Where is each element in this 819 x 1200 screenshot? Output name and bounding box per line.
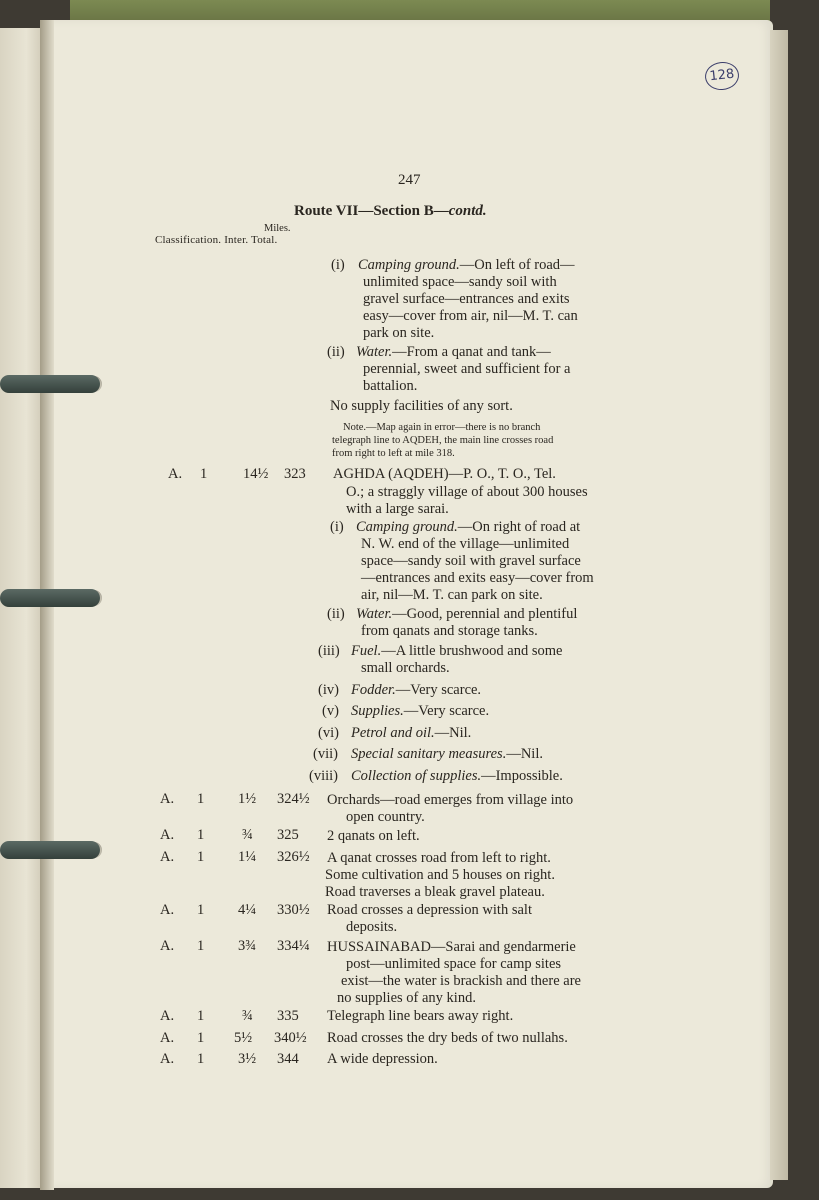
inter-miles: 3¾ [238, 938, 257, 954]
entry-text: Water.—From a qanat and tank— [356, 344, 551, 360]
column-header: Classification. Inter. Total. [155, 234, 278, 246]
classification-number: 1 [197, 1051, 205, 1067]
total-miles: 323 [284, 466, 306, 482]
classification-number: 1 [197, 1008, 205, 1024]
entry-text: Collection of supplies.—Impossible. [351, 768, 563, 784]
entry-label: Camping ground. [356, 519, 458, 535]
entry-text: with a large sarai. [346, 501, 449, 517]
entry-text: easy—cover from air, nil—M. T. can [363, 308, 578, 324]
entry-text: deposits. [346, 919, 398, 935]
entry-text: Some cultivation and 5 houses on right. [325, 867, 555, 883]
inter-miles: ¾ [242, 827, 253, 843]
entry-text: 2 qanats on left. [327, 828, 420, 844]
binding-string [0, 375, 100, 393]
entry-text: Petrol and oil.—Nil. [351, 725, 472, 741]
entry-label: Water. [356, 344, 393, 360]
classification: A. [160, 938, 175, 954]
page-stack-edge [770, 30, 788, 1180]
entry-number: (viii) [309, 768, 338, 784]
entry-number: (ii) [327, 344, 345, 360]
entry-text: O.; a straggly village of about 300 houses [346, 484, 588, 500]
page-title [294, 203, 487, 220]
entry-label: Petrol and oil. [351, 725, 435, 741]
entry-text: from qanats and storage tanks. [361, 623, 538, 639]
classification-number: 1 [197, 827, 205, 843]
total-miles: 344 [277, 1051, 299, 1067]
entry-text: Special sanitary measures.—Nil. [351, 746, 543, 762]
total-miles: 335 [277, 1008, 299, 1024]
inter-miles: 14½ [243, 466, 269, 482]
entry-text: exist—the water is brackish and there are [341, 973, 581, 989]
entry-label: Water. [356, 606, 393, 622]
entry-number: (vi) [318, 725, 339, 741]
inter-miles: 3½ [238, 1051, 257, 1067]
inter-miles: 1¼ [238, 849, 257, 865]
classification: A. [160, 827, 175, 843]
folio-stamp: 128 [704, 60, 741, 91]
binding-string [0, 589, 100, 607]
inter-miles: 1½ [238, 791, 257, 807]
total-miles: 340½ [274, 1030, 307, 1046]
title-contd: contd. [448, 203, 487, 219]
entry-text: Camping ground.—On right of road at [356, 519, 581, 535]
entry-number: (iii) [318, 643, 340, 659]
book-cover-edge [70, 0, 770, 22]
entry-text: small orchards. [361, 660, 450, 676]
page-number: 247 [398, 172, 421, 188]
classification: A. [160, 1030, 175, 1046]
no-supply-text: No supply facilities of any sort. [330, 398, 513, 414]
entry-text: Fuel.—A little brushwood and some [351, 643, 563, 659]
entry-text: —entrances and exits easy—cover from [361, 570, 594, 586]
classification: A. [160, 1051, 175, 1067]
classification: A. [160, 902, 175, 918]
entry-text: A wide depression. [327, 1051, 438, 1067]
entry-label: Supplies. [351, 703, 404, 719]
inter-miles: 5½ [234, 1030, 253, 1046]
entry-text: Road traverses a bleak gravel plateau. [325, 884, 545, 900]
entry-text: post—unlimited space for camp sites [346, 956, 562, 972]
entry-text: Telegraph line bears away right. [327, 1008, 514, 1024]
entry-number: (i) [331, 257, 345, 273]
entry-text: N. W. end of the village—unlimited [361, 536, 570, 552]
entry-number: (i) [330, 519, 344, 535]
entry-label: Camping ground. [358, 257, 460, 273]
entry-text: Water.—Good, perennial and plentiful [356, 606, 578, 622]
entry-label: Fodder. [351, 682, 396, 698]
classification-number: 1 [197, 791, 205, 807]
entry-text: Fodder.—Very scarce. [351, 682, 482, 698]
entry-text: AGHDA (AQDEH)—P. O., T. O., Tel. [333, 466, 556, 482]
entry-text: battalion. [363, 378, 418, 394]
left-page-edge [0, 28, 44, 1188]
entry-number: (ii) [327, 606, 345, 622]
classification-number: 1 [200, 466, 208, 482]
total-miles: 324½ [277, 791, 310, 807]
entry-text: gravel surface—entrances and exits [363, 291, 570, 307]
miles-label: Miles. [264, 223, 291, 234]
entry-text: Camping ground.—On left of road— [358, 257, 575, 273]
classification-number: 1 [197, 849, 205, 865]
entry-text: no supplies of any kind. [337, 990, 476, 1006]
entry-text: Supplies.—Very scarce. [351, 703, 490, 719]
entry-text: open country. [346, 809, 425, 825]
total-miles: 326½ [277, 849, 310, 865]
classification: A. [160, 791, 175, 807]
entry-text: A qanat crosses road from left to right. [327, 850, 551, 866]
total-miles: 334¼ [277, 938, 310, 954]
entry-label: Fuel. [351, 643, 382, 659]
entry-text: HUSSAINABAD—Sarai and gendarmerie [327, 939, 576, 955]
entry-text: Road crosses the dry beds of two nullahs. [327, 1030, 568, 1046]
entry-number: (iv) [318, 682, 339, 698]
binding-string [0, 841, 100, 859]
classification: A. [160, 1008, 175, 1024]
entry-text: park on site. [363, 325, 435, 341]
entry-label: Collection of supplies. [351, 768, 482, 784]
total-miles: 325 [277, 827, 299, 843]
entry-text: air, nil—M. T. can park on site. [361, 587, 543, 603]
inter-miles: 4¼ [238, 902, 257, 918]
classification-number: 1 [197, 938, 205, 954]
entry-text: Orchards—road emerges from village into [327, 792, 574, 808]
entry-text: Road crosses a depression with salt [327, 902, 532, 918]
entry-label: Special sanitary measures. [351, 746, 507, 762]
classification: A. [160, 849, 175, 865]
entry-text: space—sandy soil with gravel surface [361, 553, 581, 569]
total-miles: 330½ [277, 902, 310, 918]
title-main: Route VII—Section B— [294, 203, 449, 219]
entry-number: (v) [322, 703, 339, 719]
note-text: telegraph line to AQDEH, the main line crosses road [332, 435, 554, 446]
classification-number: 1 [197, 1030, 205, 1046]
entry-number: (vii) [313, 746, 338, 762]
inter-miles: ¾ [242, 1008, 253, 1024]
note-text: from right to left at mile 318. [332, 448, 455, 459]
note-text: Note.—Map again in error—there is no branch [343, 422, 541, 433]
entry-text: unlimited space—sandy soil with [363, 274, 557, 290]
entry-text: perennial, sweet and sufficient for a [363, 361, 571, 377]
classification-number: 1 [197, 902, 205, 918]
classification: A. [168, 466, 183, 482]
